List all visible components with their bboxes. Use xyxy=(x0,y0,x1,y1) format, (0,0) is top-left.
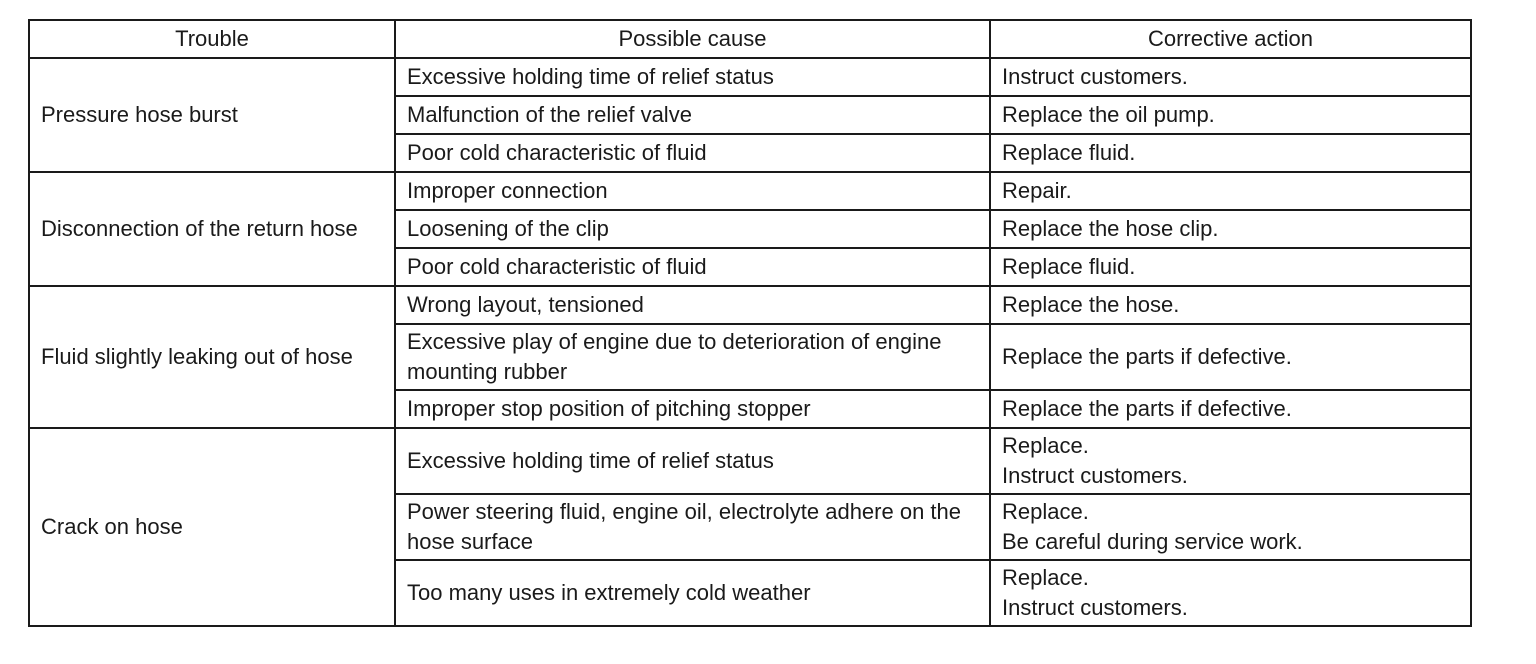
action-line: Replace. xyxy=(1002,499,1089,524)
action-line: Replace the hose. xyxy=(1002,292,1180,317)
cause-cell: Malfunction of the relief valve xyxy=(395,96,990,134)
action-line: Instruct customers. xyxy=(1002,463,1188,488)
trouble-cell: Pressure hose burst xyxy=(29,58,395,172)
action-cell xyxy=(990,134,1471,172)
action-line: Be careful during service work. xyxy=(1002,529,1303,554)
trouble-cell: Crack on hose xyxy=(29,428,395,626)
cause-cell: Improper stop position of pitching stopper xyxy=(395,390,990,428)
action-line: Instruct customers. xyxy=(1002,595,1188,620)
cause-cell: Power steering fluid, engine oil, electrolyte adhere on the hose surface xyxy=(395,494,990,560)
action-cell xyxy=(990,58,1471,96)
action-line: Replace the parts if defective. xyxy=(1002,344,1292,369)
troubleshooting-table xyxy=(28,19,1472,627)
cause-cell: Improper connection xyxy=(395,172,990,210)
action-cell xyxy=(990,494,1471,560)
header-trouble: Trouble xyxy=(29,20,395,58)
cause-cell: Poor cold characteristic of fluid xyxy=(395,134,990,172)
header-row xyxy=(29,20,1471,58)
action-cell xyxy=(990,428,1471,494)
cause-cell: Too many uses in extremely cold weather xyxy=(395,560,990,626)
header-possible-cause: Possible cause xyxy=(395,20,990,58)
action-cell xyxy=(990,210,1471,248)
action-line: Replace. xyxy=(1002,433,1089,458)
action-line: Replace. xyxy=(1002,565,1089,590)
table-body xyxy=(29,58,1471,626)
action-cell xyxy=(990,390,1471,428)
cause-cell: Poor cold characteristic of fluid xyxy=(395,248,990,286)
header-corrective-action: Corrective action xyxy=(990,20,1471,58)
action-line: Replace the oil pump. xyxy=(1002,102,1215,127)
trouble-cell: Fluid slightly leaking out of hose xyxy=(29,286,395,428)
action-cell xyxy=(990,248,1471,286)
cause-cell: Wrong layout, tensioned xyxy=(395,286,990,324)
table-row xyxy=(29,58,1471,96)
action-line: Instruct customers. xyxy=(1002,64,1188,89)
action-line: Replace fluid. xyxy=(1002,254,1136,279)
action-cell xyxy=(990,560,1471,626)
table-header xyxy=(29,20,1471,58)
action-line: Replace the hose clip. xyxy=(1002,216,1219,241)
action-cell xyxy=(990,324,1471,390)
action-line: Replace the parts if defective. xyxy=(1002,396,1292,421)
table-row xyxy=(29,428,1471,494)
action-cell xyxy=(990,172,1471,210)
cause-cell: Excessive holding time of relief status xyxy=(395,428,990,494)
action-line: Replace fluid. xyxy=(1002,140,1136,165)
action-cell xyxy=(990,286,1471,324)
cause-cell: Loosening of the clip xyxy=(395,210,990,248)
cause-cell: Excessive holding time of relief status xyxy=(395,58,990,96)
cause-cell: Excessive play of engine due to deterioration of engine mounting rubber xyxy=(395,324,990,390)
action-cell xyxy=(990,96,1471,134)
trouble-cell: Disconnection of the return hose xyxy=(29,172,395,286)
action-line: Repair. xyxy=(1002,178,1072,203)
table-row xyxy=(29,172,1471,210)
table-row xyxy=(29,286,1471,324)
